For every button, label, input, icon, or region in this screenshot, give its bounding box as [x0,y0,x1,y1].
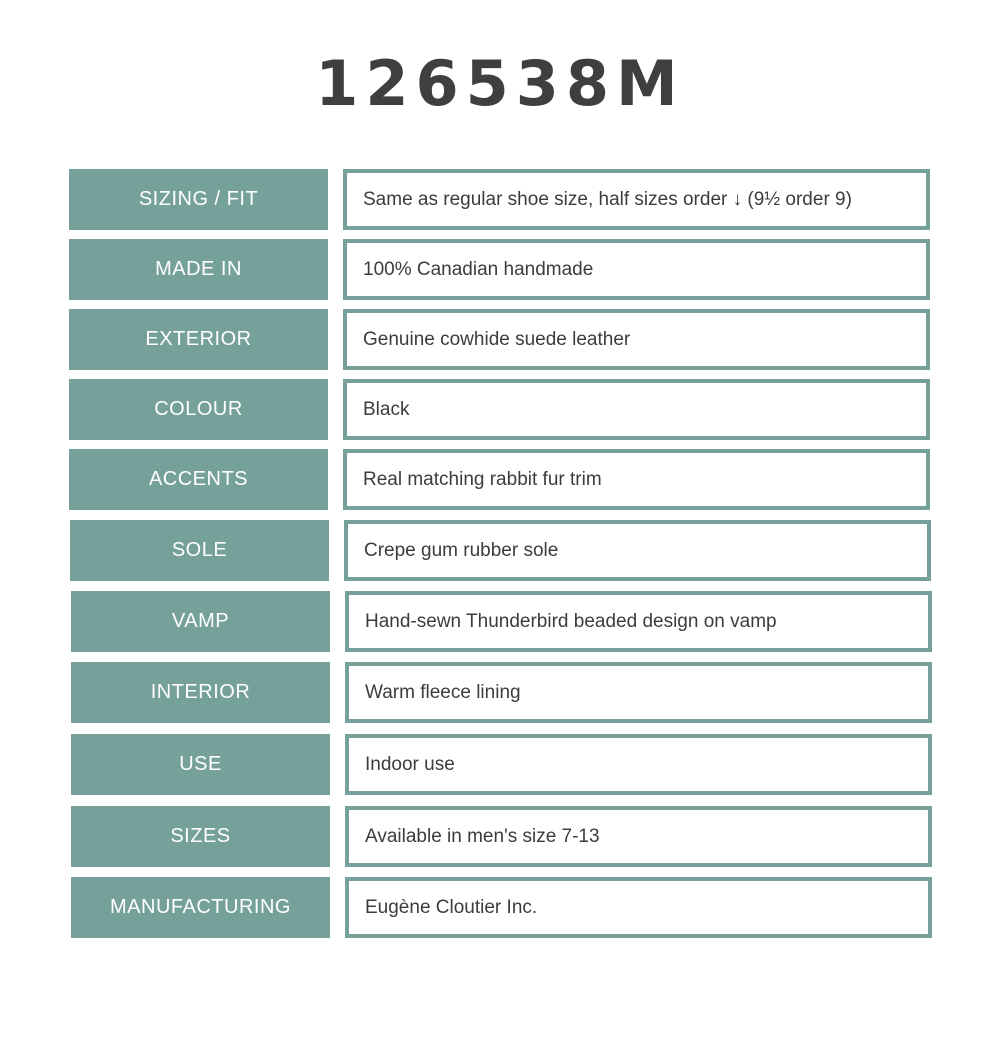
spec-value: Warm fleece lining [345,662,932,723]
spec-value: Available in men's size 7-13 [345,806,932,867]
spec-label: ACCENTS [69,449,328,510]
spec-label: SOLE [70,520,329,581]
spec-label: MANUFACTURING [71,877,330,938]
spec-label: EXTERIOR [69,309,328,370]
spec-value: Hand-sewn Thunderbird beaded design on vamp [345,591,932,652]
spec-value: Indoor use [345,734,932,795]
spec-label: COLOUR [69,379,328,440]
spec-label: VAMP [71,591,330,652]
spec-value: Same as regular shoe size, half sizes order ↓ (9½ order 9) [343,169,930,230]
spec-value: Genuine cowhide suede leather [343,309,930,370]
spec-value: Black [343,379,930,440]
spec-value: Crepe gum rubber sole [344,520,931,581]
spec-label: USE [71,734,330,795]
product-code-title: 126538M [315,47,685,120]
spec-label: MADE IN [69,239,328,300]
spec-value: Real matching rabbit fur trim [343,449,930,510]
spec-label: INTERIOR [71,662,330,723]
spec-value: Eugène Cloutier Inc. [345,877,932,938]
spec-label: SIZES [71,806,330,867]
spec-label: SIZING / FIT [69,169,328,230]
spec-value: 100% Canadian handmade [343,239,930,300]
